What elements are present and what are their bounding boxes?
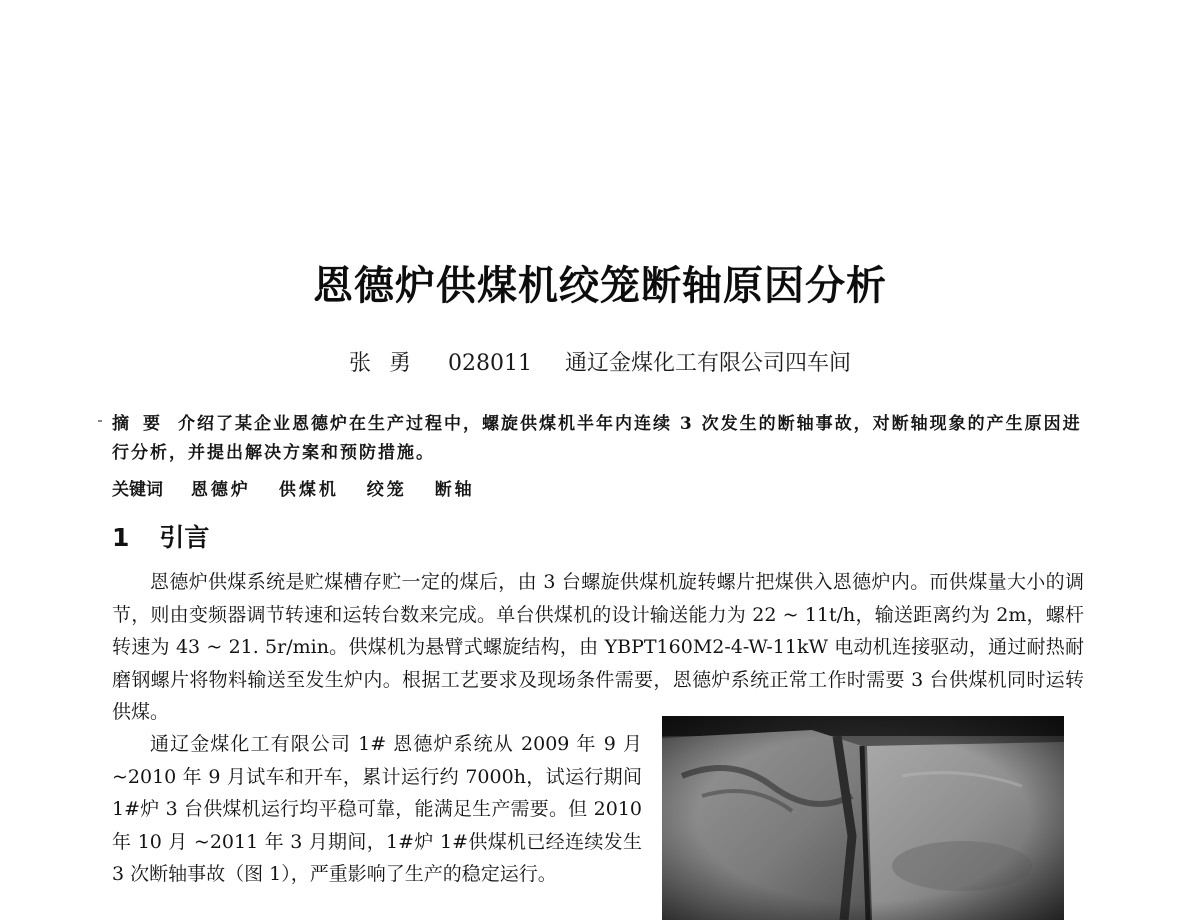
keywords-label: 关键词: [112, 480, 163, 500]
postcode: 028011: [448, 351, 532, 376]
keyword: 绞笼: [366, 480, 407, 500]
affiliation: 通辽金煤化工有限公司四车间: [564, 351, 851, 376]
paper-title: 恩德炉供煤机绞笼断轴原因分析: [313, 263, 887, 309]
keyword: 断轴: [434, 480, 475, 500]
keywords: [112, 476, 1084, 504]
section-heading: [112, 518, 209, 554]
body-paragraph: 恩德炉供煤系统是贮煤槽存贮一定的煤后，由 3 台螺旋供煤机旋转螺片把煤供入恩德炉内。而供煤量大小的调节，则由变频器调节转速和运转台数来完成。单台供煤机的设计输送能力为 22 ~ 11t/h，输送距离约为 2m，螺杆转速为 43 ~ 21. 5r/min。供煤机为悬臂式螺旋结构，由 YBPT160M2-4-W-11kW 电动机连接驱动，通过耐热耐磨钢螺片将物料输送至发生炉内。根据工艺要求及现场条件需要，恩德炉系统正常工作时需要 3 台供煤机同时运转供煤。: [112, 571, 1084, 723]
byline: [0, 346, 1200, 377]
figure-photo: [662, 716, 1064, 920]
body-paragraph: 通辽金煤化工有限公司 1# 恩德炉系统从 2009 年 9 月 ~2010 年 9 月试车和开车，累计运行约 7000h，试运行期间 1#炉 3 台供煤机运行均平稳可靠，能满足生产需要。但 2010 年 10 月 ~2011 年 3 月期间，1#炉 1#供煤机已经连续发生 3 次断轴事故（图 1），严重影响了生产的稳定运行。: [112, 733, 642, 885]
broken-shaft-photo: [662, 716, 1064, 920]
keyword: 供煤机: [278, 480, 339, 500]
abstract: [112, 410, 1084, 468]
keyword: 恩德炉: [190, 480, 251, 500]
section-number: 1: [112, 523, 130, 552]
abstract-label: 摘要: [112, 414, 174, 434]
author-name: 张勇: [348, 351, 429, 376]
section-title: 引言: [159, 523, 210, 552]
abstract-text: 介绍了某企业恩德炉在生产过程中，螺旋供煤机半年内连续 3 次发生的断轴事故，对断轴现象的产生原因进行分析，并提出解决方案和预防措施。: [112, 414, 1082, 463]
scan-artifact: [98, 420, 102, 422]
